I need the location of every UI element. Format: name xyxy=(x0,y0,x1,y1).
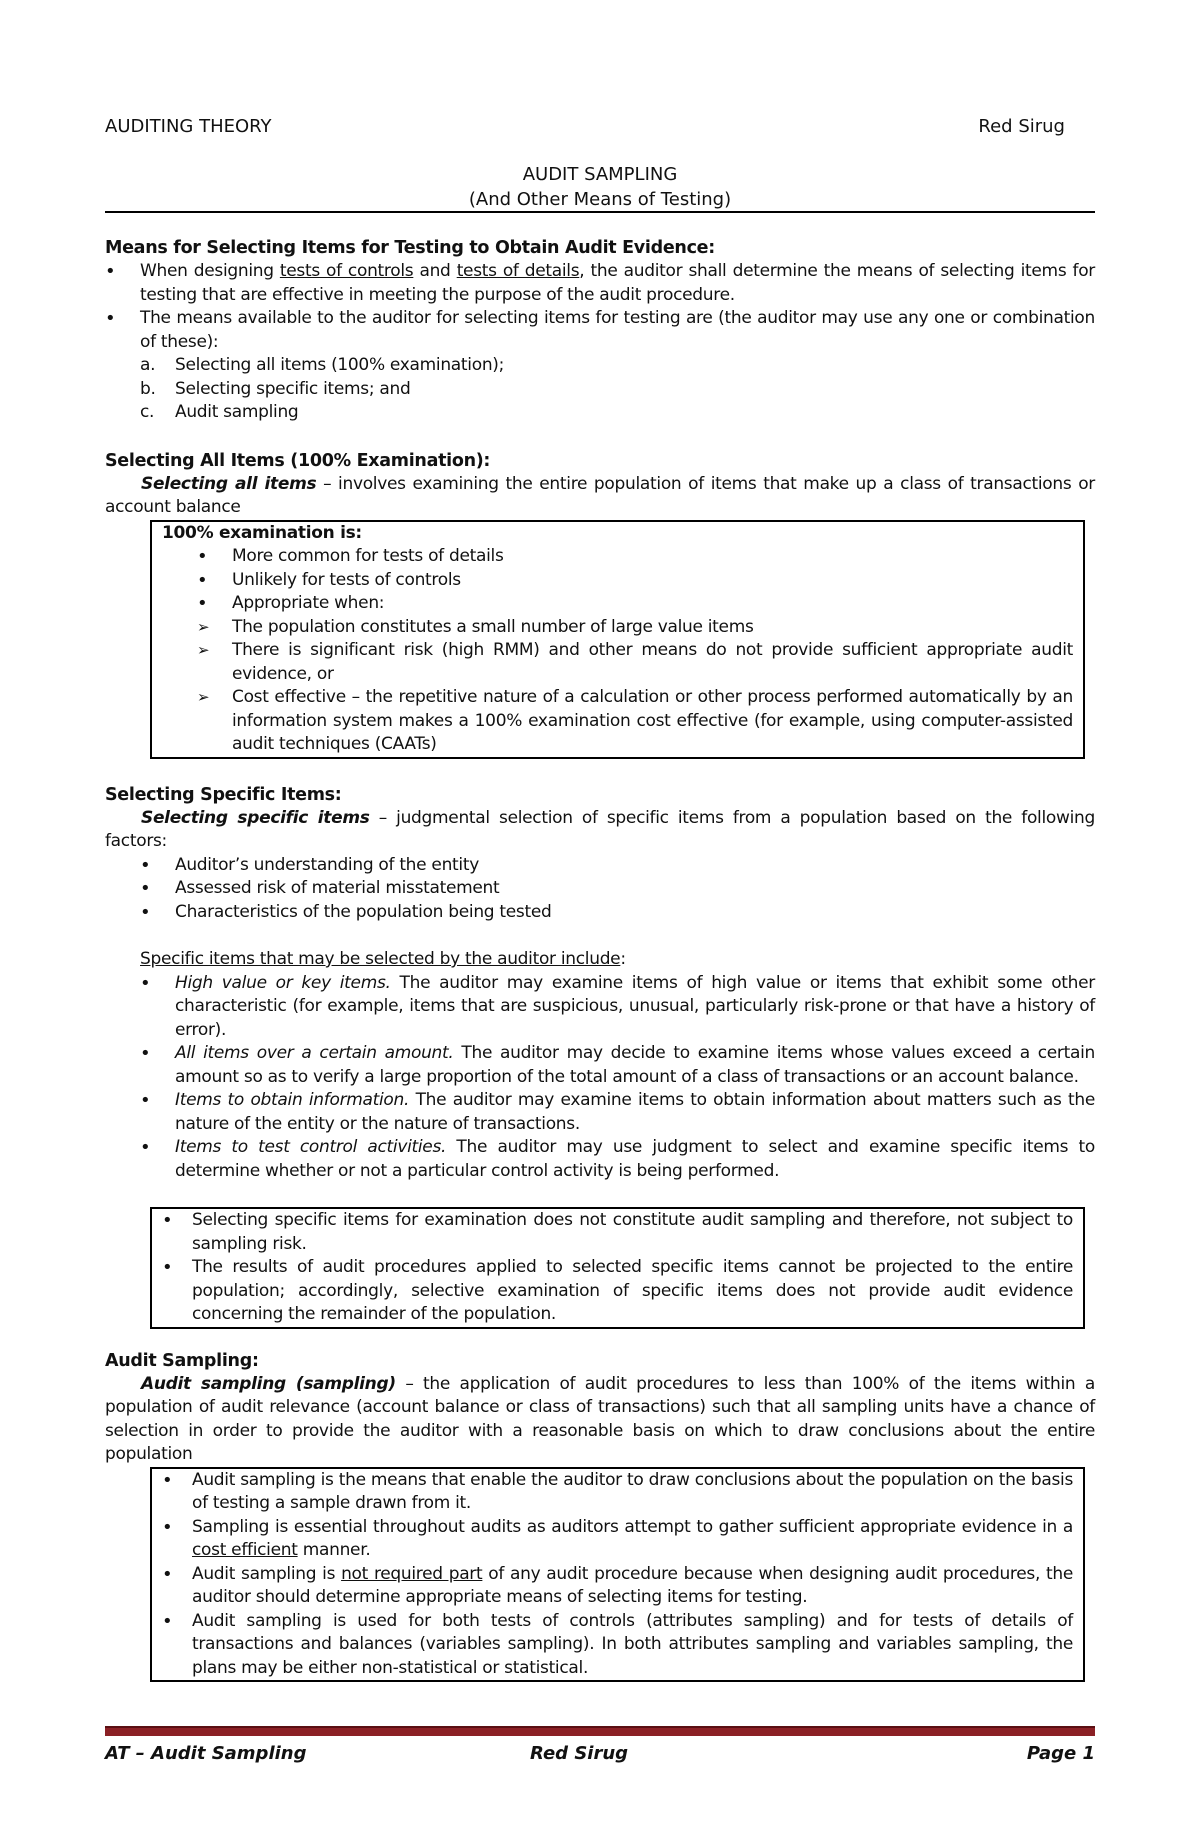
sampling-b2-post: manner. xyxy=(297,1540,371,1560)
all-items-term: Selecting all items xyxy=(141,473,317,494)
means-b1-term2: tests of details xyxy=(456,261,580,281)
specific-item-4 xyxy=(140,1136,1095,1183)
specific-include-label xyxy=(140,948,1095,972)
specific-note-list xyxy=(162,1209,1073,1327)
specific-item-term: All items over a certain amount. xyxy=(175,1043,454,1063)
sampling-b3-term: not required part xyxy=(341,1563,483,1584)
all-items-def-text: – involves examining the entire population of items that make up a class of transactions or account balance xyxy=(105,473,1095,517)
specific-item-term: High value or key items. xyxy=(175,972,391,993)
header-subject: AUDITING THEORY xyxy=(105,116,272,137)
document-title xyxy=(105,162,1095,212)
specific-item-2 xyxy=(140,1042,1095,1089)
header-author: Red Sirug xyxy=(978,116,1065,137)
sampling-heading: Audit Sampling: xyxy=(105,1350,259,1371)
specific-note-2: • The results of audit procedures applied to selected specific items cannot be projected to the entire population; accordingly, selective examination of specific items does not provide audit evidence concerning the remainder of the population. xyxy=(162,1256,1073,1327)
means-b1-term1: tests of controls xyxy=(279,261,414,281)
specific-factors-list xyxy=(140,854,1095,925)
appropriate-when-item-1: ➢ The population constitutes a small number of large value items xyxy=(197,616,1073,640)
title-line-1: AUDIT SAMPLING xyxy=(522,164,678,185)
specific-item-term: Items to obtain information. xyxy=(175,1090,410,1110)
specific-term: Selecting specific items xyxy=(141,807,370,828)
sampling-definition xyxy=(105,1373,1095,1467)
specific-heading: Selecting Specific Items: xyxy=(105,784,342,805)
option-mark: a. xyxy=(140,355,156,375)
sampling-b3-pre: Audit sampling is xyxy=(192,1563,342,1584)
include-label-colon: : xyxy=(620,949,626,969)
sampling-b2-pre: Sampling is essential throughout audits as auditors attempt to gather sufficient appropriate evidence in a xyxy=(192,1516,1073,1537)
option-text: Audit sampling xyxy=(175,402,299,422)
footer-author: Red Sirug xyxy=(530,1743,629,1764)
include-label-text: Specific items that may be selected by the auditor include xyxy=(140,949,621,969)
specific-note-box xyxy=(150,1207,1085,1329)
sampling-list xyxy=(162,1469,1073,1681)
specific-item-text: The auditor may use judgment to select and examine specific items to determine whether or not a particular control activity is being performed. xyxy=(175,1137,1095,1181)
title-line-2: (And Other Means of Testing) xyxy=(468,189,732,210)
means-list xyxy=(105,260,1095,354)
all-items-box xyxy=(150,520,1085,759)
factor-item: • Characteristics of the population being tested xyxy=(140,901,1095,925)
all-items-heading: Selecting All Items (100% Examination): xyxy=(105,450,491,471)
sampling-bullet-1: • Audit sampling is the means that enable the auditor to draw conclusions about the population on the basis of testing a sample drawn from it. xyxy=(162,1469,1073,1516)
sampling-bullet-4: • Audit sampling is used for both tests of controls (attributes sampling) and for tests of details of transactions and balances (variables sampling). In both attributes sampling and variables sampling, the plans may be either non-statistical or statistical. xyxy=(162,1610,1073,1681)
sampling-box xyxy=(150,1467,1085,1683)
appropriate-when-item-2: ➢ There is significant risk (high RMM) and other means do not provide sufficient appropriate audit evidence, or xyxy=(197,639,1073,686)
means-option-a xyxy=(105,354,1095,378)
option-text: Selecting all items (100% examination); xyxy=(175,355,505,375)
sampling-def-text: – the application of audit procedures to less than 100% of the items within a population of audit relevance (account balance or class of transactions) such that all sampling units have a chance of selection in order to provide the auditor with a reasonable basis on which to draw conclusions about the entire population xyxy=(105,1373,1095,1464)
all-items-box-list xyxy=(197,545,1073,616)
means-options xyxy=(105,354,1095,425)
means-b1-pre: When designing xyxy=(140,261,280,281)
sampling-bullet-2 xyxy=(162,1516,1073,1563)
means-bullet-2: • The means available to the auditor for selecting items for testing are (the auditor may use any one or combination of these): xyxy=(105,307,1095,354)
appropriate-when-item-3: ➢ Cost effective – the repetitive nature of a calculation or other process performed automatically by an information system makes a 100% examination cost effective (for example, using computer-assisted audit techniques (CAATs) xyxy=(197,686,1073,757)
means-option-b xyxy=(105,378,1095,402)
all-items-definition xyxy=(105,473,1095,520)
specific-item-3 xyxy=(140,1089,1095,1136)
sampling-b3-post: of any audit procedure because when designing audit procedures, the auditor should determine appropriate means of selecting items for testing. xyxy=(192,1563,1073,1607)
specific-items-list xyxy=(140,972,1095,1184)
option-text: Selecting specific items; and xyxy=(175,378,411,399)
factor-item: • Auditor’s understanding of the entity xyxy=(140,854,1095,878)
specific-item-text: The auditor may examine items to obtain information about matters such as the nature of the entity or the nature of transactions. xyxy=(175,1090,1095,1134)
means-b1-post: , the auditor shall determine the means of selecting items for testing that are effective in meeting the purpose of the audit procedure. xyxy=(140,261,1095,305)
title-divider xyxy=(105,211,1095,213)
appropriate-when-list xyxy=(197,616,1073,757)
means-bullet-1 xyxy=(105,260,1095,307)
factor-item: • Assessed risk of material misstatement xyxy=(140,877,1095,901)
all-items-box-bullet-3: • Appropriate when: xyxy=(197,592,1073,616)
all-items-box-bullet-1: • More common for tests of details xyxy=(197,545,1073,569)
specific-item-1 xyxy=(140,972,1095,1043)
sampling-bullet-3 xyxy=(162,1563,1073,1610)
footer-course: AT – Audit Sampling xyxy=(105,1743,307,1764)
specific-item-term: Items to test control activities. xyxy=(175,1137,447,1157)
option-mark: c. xyxy=(140,402,155,422)
means-b1-mid: and xyxy=(413,261,457,281)
footer-divider xyxy=(105,1726,1095,1736)
means-heading: Means for Selecting Items for Testing to Obtain Audit Evidence: xyxy=(105,238,715,258)
specific-item-text: The auditor may decide to examine items whose values exceed a certain amount so as to verify a large proportion of the total amount of a class of transactions or an account balance. xyxy=(175,1043,1095,1087)
all-items-box-title: 100% examination is: xyxy=(162,522,362,543)
specific-note-1: • Selecting specific items for examination does not constitute audit sampling and therefore, not subject to sampling risk. xyxy=(162,1209,1073,1256)
sampling-b2-term: cost efficient xyxy=(192,1540,298,1560)
specific-def-text: – judgmental selection of specific items from a population based on the following factors: xyxy=(105,807,1095,851)
sampling-term: Audit sampling (sampling) xyxy=(141,1373,396,1394)
option-mark: b. xyxy=(140,378,156,399)
document-body xyxy=(105,236,1095,1682)
all-items-box-bullet-2: • Unlikely for tests of controls xyxy=(197,569,1073,593)
footer-page-number: Page 1 xyxy=(1026,1743,1095,1764)
means-option-c xyxy=(105,401,1095,425)
specific-item-text: The auditor may examine items of high value or items that exhibit some other characteristic (for example, items that are suspicious, unusual, particularly risk-prone or that have a history of error). xyxy=(175,972,1095,1040)
specific-definition xyxy=(105,807,1095,854)
